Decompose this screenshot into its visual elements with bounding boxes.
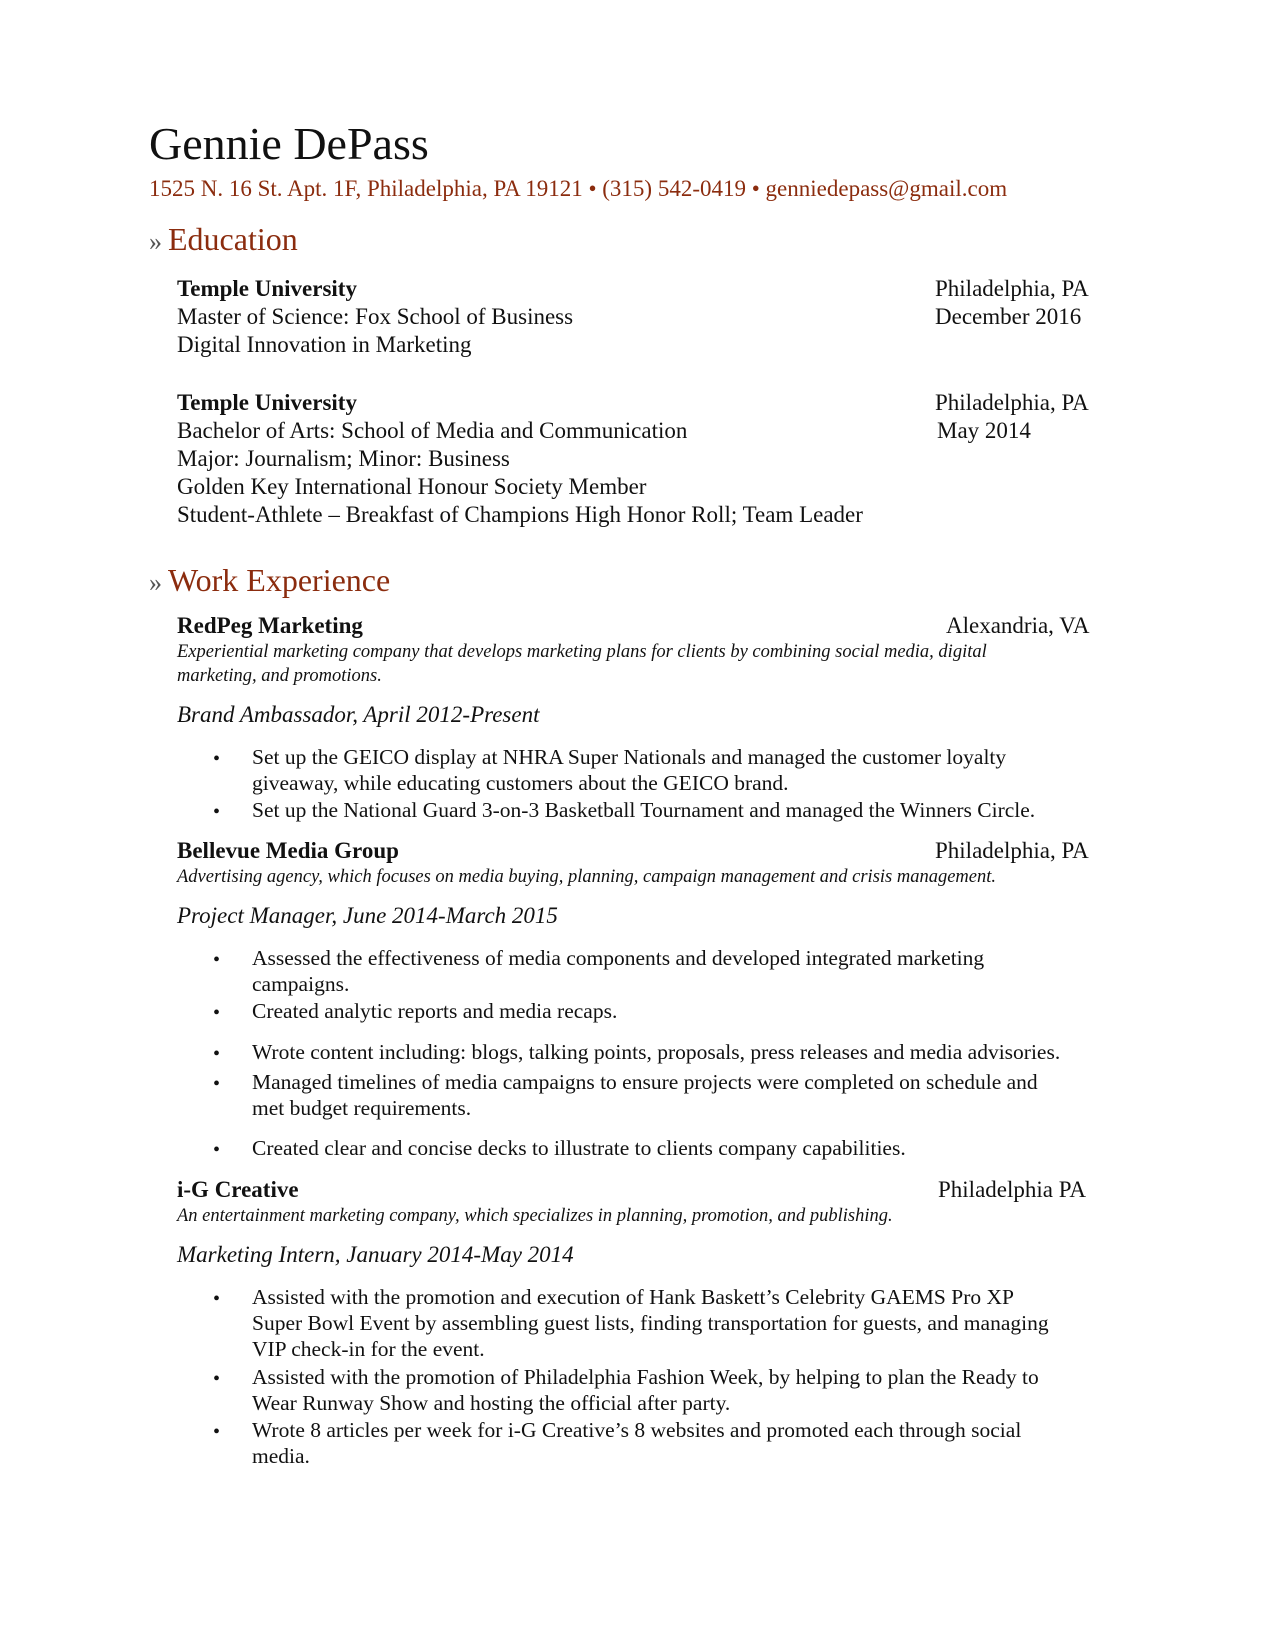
job-role: Marketing Intern, January 2014-May 2014 — [177, 1242, 574, 1267]
degree-detail: Student-Athlete – Breakfast of Champions High Honor Roll; Team Leader — [177, 502, 863, 527]
job-bullet: Assisted with the promotion of Philadelphia Fashion Week, by helping to plan the Ready to Wear Runway Show and hosting the official after party. — [252, 1365, 1039, 1415]
job-bullet: Set up the GEICO display at NHRA Super Nationals and managed the customer loyalty giveaway, while educating customers about the GEICO brand. — [252, 745, 1007, 795]
job-bullet: Managed timelines of media campaigns to ensure projects were completed on schedule and met budget requirements. — [252, 1070, 1038, 1120]
company-location: Philadelphia, PA — [935, 838, 1089, 863]
job-bullet: Wrote 8 articles per week for i-G Creative’s 8 websites and promoted each through social media. — [252, 1418, 1022, 1468]
bullet-icon: • — [213, 748, 221, 770]
bullet-icon: • — [213, 1073, 221, 1095]
bullet-icon: • — [213, 1043, 221, 1065]
contact-line: 1525 N. 16 St. Apt. 1F, Philadelphia, PA 19121 • (315) 542-0419 • genniedepass@gmail.com — [149, 176, 1008, 201]
company-name: RedPeg Marketing — [177, 613, 363, 638]
bullet-icon: • — [213, 1368, 221, 1390]
company-description: marketing, and promotions. — [177, 666, 382, 686]
bullet-icon: • — [213, 1421, 221, 1443]
degree-detail: Golden Key International Honour Society Member — [177, 474, 647, 499]
company-description: An entertainment marketing company, which specializes in planning, promotion, and publishing. — [177, 1206, 893, 1226]
company-location: Philadelphia PA — [938, 1177, 1087, 1202]
education-heading — [149, 220, 298, 261]
section-marker-icon: » — [149, 568, 162, 597]
school-name: Temple University — [177, 276, 357, 301]
degree-date: May 2014 — [937, 418, 1031, 443]
education-heading-label: Education — [168, 221, 298, 257]
company-description: Advertising agency, which focuses on media buying, planning, campaign management and crisis management. — [177, 867, 997, 887]
bullet-icon: • — [213, 949, 221, 971]
job-role: Project Manager, June 2014-March 2015 — [177, 903, 558, 928]
job-bullet: Assessed the effectiveness of media components and developed integrated marketing campaigns. — [252, 946, 985, 996]
degree-detail: Major: Journalism; Minor: Business — [177, 446, 510, 471]
bullet-icon: • — [213, 1002, 221, 1024]
degree-date: December 2016 — [935, 304, 1082, 329]
degree: Master of Science: Fox School of Business — [177, 304, 574, 329]
school-location: Philadelphia, PA — [935, 390, 1089, 415]
work-heading — [149, 561, 390, 602]
candidate-name: Gennie DePass — [149, 118, 429, 169]
job-bullet: Created clear and concise decks to illustrate to clients company capabilities. — [252, 1136, 906, 1160]
school-location: Philadelphia, PA — [935, 276, 1089, 301]
job-role: Brand Ambassador, April 2012-Present — [177, 702, 540, 727]
company-name: Bellevue Media Group — [177, 838, 399, 863]
job-bullet: Set up the National Guard 3-on-3 Basketball Tournament and managed the Winners Circle. — [252, 798, 1036, 822]
job-bullet: Assisted with the promotion and execution of Hank Baskett’s Celebrity GAEMS Pro XP Super Bowl Event by assembling guest lists, finding transportation for guests, and managing VIP check-in for the event. — [252, 1285, 1049, 1361]
school-name: Temple University — [177, 390, 357, 415]
bullet-icon: • — [213, 1288, 221, 1310]
job-bullet: Wrote content including: blogs, talking points, proposals, press releases and media advisories. — [252, 1040, 1061, 1064]
degree-detail: Digital Innovation in Marketing — [177, 332, 472, 357]
degree: Bachelor of Arts: School of Media and Communication — [177, 418, 688, 443]
job-bullet: Created analytic reports and media recaps. — [252, 999, 618, 1023]
company-description: Experiential marketing company that develops marketing plans for clients by combining social media, digital — [177, 642, 987, 662]
section-marker-icon: » — [149, 227, 162, 256]
company-name: i-G Creative — [177, 1177, 299, 1202]
bullet-icon: • — [213, 801, 221, 823]
work-heading-label: Work Experience — [168, 562, 391, 598]
company-location: Alexandria, VA — [946, 613, 1090, 638]
bullet-icon: • — [213, 1139, 221, 1161]
